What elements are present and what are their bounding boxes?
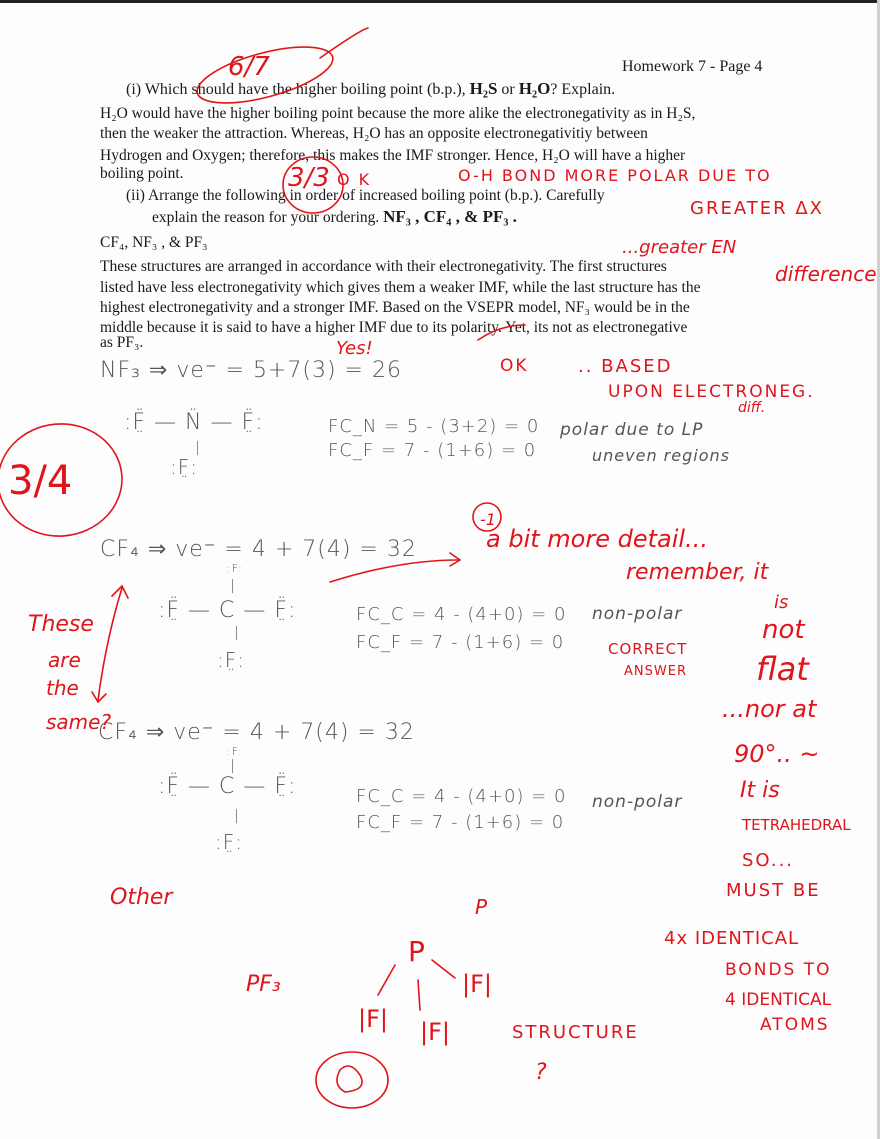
note-not: not <box>762 615 805 645</box>
note-it-is: It is <box>740 778 780 803</box>
nf3-note-regions: uneven regions <box>592 446 730 465</box>
note-more-detail: a bit more detail... <box>486 525 708 553</box>
note-remember: remember, it <box>626 560 769 585</box>
pf3-bond-down <box>418 980 420 1010</box>
cf4b-bond-top: | <box>230 758 236 774</box>
cf4b-valence-calc: CF₄ ⇒ ve⁻ = 4 + 7(4) = 32 <box>98 720 415 745</box>
scribble-other: Other <box>110 885 173 910</box>
note-oh-polar: O-H BOND MORE POLAR DUE TO <box>458 166 772 185</box>
label-p: P <box>475 895 488 919</box>
score-q1-circle <box>192 36 339 115</box>
answer-i-line-2: then the weaker the attraction. Whereas, H₂O has an opposite electronegativitiy between <box>100 125 648 142</box>
note-90-degrees: 90°.. ~ <box>734 740 820 768</box>
cf4b-lewis-top: :F: <box>227 745 243 758</box>
answer-i-line-3: Hydrogen and Oxygen; therefore, this makes the IMF stronger. Hence, H₂O will have a higher <box>100 147 686 164</box>
question-ii-line-2: explain the reason for your ordering. NF₃ , CF₄ , & PF₃ . <box>152 207 517 226</box>
note-so: SO... <box>742 850 795 871</box>
cf4b-lewis-bottom: :F̤: <box>215 830 243 854</box>
question-i-prompt: (i) Which should have the higher boiling point (b.p.), H₂S or H₂O? Explain. <box>126 79 616 98</box>
note-4x-identical: 4x IDENTICAL <box>664 928 800 949</box>
pf3-f-bottom: |F| <box>420 1018 450 1046</box>
answer-ii-line-5: as PF₃. <box>100 334 144 351</box>
cf4-valence-calc: CF₄ ⇒ ve⁻ = 4 + 7(4) = 32 <box>100 537 417 562</box>
nf3-lewis-bottom: :F̤: <box>170 455 198 479</box>
h2s-label: H₂S <box>469 79 498 98</box>
score-part-i: 3/3 <box>288 163 330 193</box>
pf3-f-right: |F| <box>462 970 492 998</box>
note-answer: ANSWER <box>624 664 687 679</box>
nf3-fc-f: FC_F = 7 - (1+6) = 0 <box>328 440 537 461</box>
nf3-bond-vertical: | <box>195 440 201 456</box>
answer-i-line-4: boiling point. <box>100 165 184 182</box>
note-question-mark: ? <box>535 1060 547 1085</box>
note-same: same? <box>46 710 112 734</box>
note-tetrahedral: TETRAHEDRAL <box>742 816 851 834</box>
cf4-note-nonpolar: non-polar <box>592 604 683 624</box>
score-i-circle <box>283 157 343 213</box>
nf3-lewis-top: :F̤̈ — N̈ — F̤̈: <box>124 410 264 435</box>
note-greater-dx: GREATER ΔX <box>690 198 824 219</box>
ok-mark-2: OK <box>500 356 529 376</box>
polarity-check-stroke <box>478 325 525 340</box>
cf4b-bond-bottom: | <box>234 808 240 824</box>
answer-ii-line-4: middle because it is said to have a higher IMF due to its polarity. Yet, its not as electronegative <box>100 319 688 336</box>
answer-i-line-1: H₂O would have the higher boiling point because the more alike the electronegativity as in H₂S, <box>100 105 696 122</box>
score-q1-tail <box>320 28 368 58</box>
cf4-lewis-bottom: :F̤: <box>217 648 245 672</box>
cf4-lewis-mid: :F̤̈ — C — F̤̈: <box>158 598 297 623</box>
cf4-fc-c: FC_C = 4 - (4+0) = 0 <box>356 604 567 625</box>
note-4-identical: 4 IDENTICAL <box>725 990 832 1010</box>
cf4b-note-nonpolar: non-polar <box>592 792 683 812</box>
answer-ii-line-3: highest electronegativity and a stronger IMF. Based on the VSEPR model, NF₃ would be in the <box>100 299 690 316</box>
note-structure: STRUCTURE <box>512 1022 639 1043</box>
scribble-pf3: PF₃ <box>246 972 281 997</box>
compounds-list: NF₃ , CF₄ , & PF₃ . <box>383 207 517 226</box>
note-these: These <box>28 612 94 637</box>
note-greater-en: ...greater EN <box>622 237 737 258</box>
deduction-minus-one: -1 <box>480 510 496 529</box>
note-flat: flat <box>756 650 809 688</box>
cf4-arrow <box>330 560 458 582</box>
note-diff: diff. <box>738 400 766 416</box>
bottom-scribble <box>337 1066 362 1092</box>
score-part-ii: 3/4 <box>8 458 73 504</box>
pf3-bond-right <box>432 960 455 978</box>
nf3-valence-calc: NF₃ ⇒ ve⁻ = 5+7(3) = 26 <box>100 358 402 383</box>
answer-ii-line-1: These structures are arranged in accordance with their electronegativity. The first structures <box>100 258 667 275</box>
note-are: are <box>48 648 81 672</box>
pf3-bond-left <box>378 965 395 995</box>
note-bonds-to: BONDS TO <box>725 960 832 980</box>
ok-mark-1: O K <box>337 170 372 189</box>
cf4-bond-bottom: | <box>234 625 240 641</box>
cf4-fc-f: FC_F = 7 - (1+6) = 0 <box>356 632 565 653</box>
note-based: .. BASED <box>578 356 673 377</box>
question-ii-line-1: (ii) Arrange the following in order of increased boiling point (b.p.). Carefully <box>126 187 605 204</box>
answer-ii-line-2: listed have less electronegativity which gives them a weaker IMF, while the last structure has the <box>100 279 701 296</box>
pf3-f-left: |F| <box>358 1005 388 1033</box>
note-atoms: ATOMS <box>760 1015 830 1035</box>
cf4b-fc-c: FC_C = 4 - (4+0) = 0 <box>356 786 567 807</box>
nf3-note-polar: polar due to LP <box>560 420 704 440</box>
score-question-i: 6/7 <box>228 52 270 82</box>
score-ii-circle <box>0 419 127 541</box>
note-difference: difference <box>775 262 877 286</box>
note-must-be: MUST BE <box>726 880 821 901</box>
yes-mark: Yes! <box>336 338 373 359</box>
note-upon-electroneg: UPON ELECTRONEG. <box>608 382 815 402</box>
h2o-label: H₂O <box>518 79 551 98</box>
note-is: is <box>774 592 789 613</box>
bottom-scribble-circle <box>316 1052 388 1108</box>
note-correct: CORRECT <box>608 640 688 658</box>
ordering-answer: CF₄, NF₃ , & PF₃ <box>100 234 208 251</box>
deduction-circle <box>473 503 501 531</box>
nf3-fc-n: FC_N = 5 - (3+2) = 0 <box>328 416 540 437</box>
note-nor-at: ...nor at <box>722 695 817 723</box>
same-arrow <box>98 588 122 700</box>
note-the: the <box>46 676 79 700</box>
cf4-bond-top: | <box>230 578 236 594</box>
page-header: Homework 7 - Page 4 <box>622 58 763 75</box>
cf4-lewis-top: :F: <box>227 562 243 575</box>
pf3-center-p: P <box>408 935 425 968</box>
cf4b-fc-f: FC_F = 7 - (1+6) = 0 <box>356 812 565 833</box>
cf4b-lewis-mid: :F̤̈ — C — F̤̈: <box>158 774 297 799</box>
